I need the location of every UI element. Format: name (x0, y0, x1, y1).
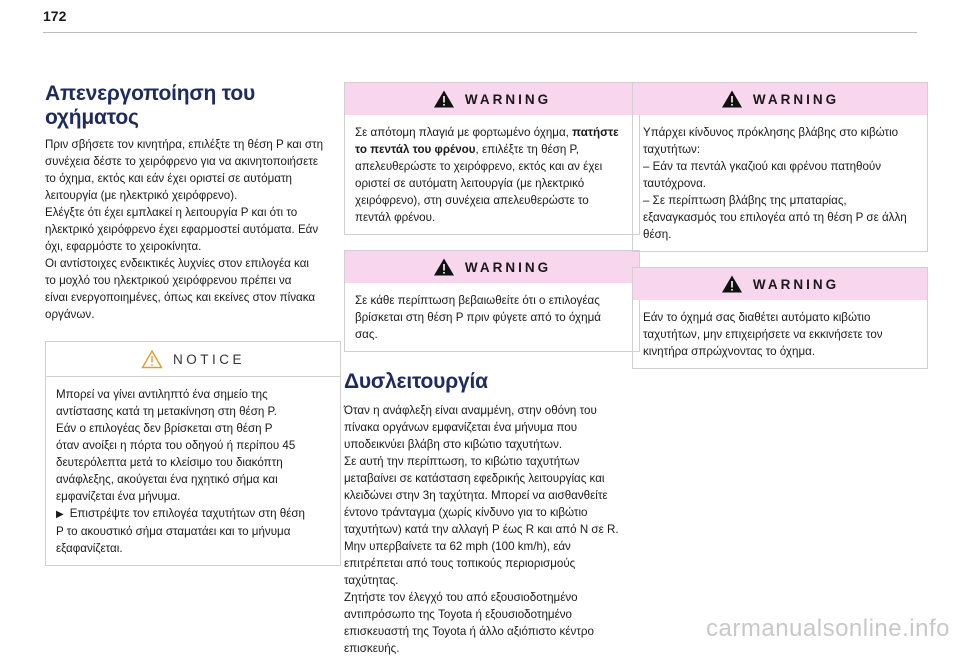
warning-label: WARNING (464, 259, 552, 275)
warning-header (633, 268, 927, 300)
text-line: – Σε περίπτωση βλάβης της μπαταρίας, (643, 194, 847, 207)
text-line: Μην υπερβαίνετε τα 62 mph (100 km/h), εάν (344, 540, 571, 553)
warning-body (633, 115, 927, 251)
warning-box-1 (344, 82, 640, 235)
warning-body (345, 283, 639, 351)
text-line: πίνακα οργάνων εμφανίζεται ένα μήνυμα που (344, 421, 578, 434)
text-line: οργάνων. (45, 308, 95, 321)
text-line: ταχυτήτων: (643, 143, 701, 156)
warning-header (345, 83, 639, 115)
notice-body (46, 377, 340, 565)
text-line: οριστεί σε αυτόματη λειτουργία (με ηλεκτρικό (355, 177, 585, 190)
warning-box-4 (632, 267, 928, 369)
text-line: πεντάλ φρένου. (355, 211, 436, 224)
text-line: ταυτόχρονα. (643, 177, 707, 190)
text-line: είναι ενεργοποιημένες, όπως και εκείνες στον πίνακα (45, 291, 316, 304)
text-line: σας. (355, 328, 378, 341)
watermark: carmanualsonline.info (706, 615, 950, 642)
text-line: βρίσκεται στη θέση P πριν φύγετε από το όχημά (355, 311, 601, 324)
arrow-right-icon: ▶ (56, 509, 64, 520)
text-line: εμφανίζεται ένα μήνυμα. (56, 490, 181, 503)
text-line: το πεντάλ του φρένου, επιλέξτε τη θέση P, (355, 143, 579, 156)
notice-box (45, 341, 341, 566)
text-line: επισκευής. (344, 642, 400, 655)
text-line: Μπορεί να γίνει αντιληπτό ένα σημείο της (56, 388, 268, 401)
warning-triangle-icon (433, 257, 455, 277)
text-line: έντονο τράνταγμα (χωρίς κίνδυνο για το κιβώτιο (344, 506, 588, 519)
text-line: το όχημα, εκτός και εάν έχει οριστεί σε αυτόματη (45, 172, 292, 185)
page-number: 172 (43, 8, 67, 24)
warning-body (345, 115, 639, 234)
bullet-line: ▶ Επιστρέψτε τον επιλογέα ταχυτήτων στη θέση (56, 507, 306, 520)
text-line: δευτερόλεπτα μετά το κλείσιμο του διακόπτη (56, 456, 283, 469)
text-line: P το ακουστικό σήμα σταματάει και το μήνυμα (56, 525, 291, 538)
warning-body (633, 300, 927, 368)
warning-triangle-icon (721, 274, 743, 294)
shutdown-text (45, 136, 341, 323)
text-line: το μοχλό του ηλεκτρικού χειρόφρενου πρέπει να (45, 274, 292, 287)
warning-triangle-icon (433, 89, 455, 109)
text-line: ανάφλεξης, ακούγεται ένα ηχητικό σήμα και (56, 473, 278, 486)
text-line: Οι αντίστοιχες ενδεικτικές λυχνίες στον επιλογέα και (45, 257, 309, 270)
section-title-malfunction: Δυσλειτουργία (344, 370, 488, 393)
text-line: ταχυτήτων) κατά την αλλαγή P έως R και από N σε R. (344, 523, 619, 536)
warning-box-3 (632, 82, 928, 252)
text-line: υποδεικνύει βλάβη στο κιβώτιο ταχυτήτων. (344, 438, 563, 451)
warning-triangle-icon (721, 89, 743, 109)
warning-label: WARNING (752, 91, 840, 107)
column-3 (632, 82, 928, 369)
text-line: ηλεκτρικό χειρόφρενο έχει εφαρμοστεί αυτόματα. Εάν (45, 223, 319, 236)
section-title-shutdown: Απενεργοποίηση του οχήματος (45, 82, 256, 129)
warning-header (345, 251, 639, 283)
text-line: Πριν σβήσετε τον κινητήρα, επιλέξτε τη θέση P και στη (45, 138, 324, 151)
text-line: αντίστασης κατά τη μετακίνηση στη θέση P. (56, 405, 277, 418)
text-line: Σε κάθε περίπτωση βεβαιωθείτε ότι ο επιλογέας (355, 294, 600, 307)
column-1 (45, 82, 341, 566)
text-line: επισκευαστή της Toyota ή άλλο αξιόπιστο κέντρο (344, 625, 594, 638)
text-line: εξαναγκασμός του επιλογέα από τη θέση P σε άλλη (643, 211, 907, 224)
notice-header (46, 342, 340, 377)
text-line: αντιπρόσωπο της Toyota ή εξουσιοδοτημένο (344, 608, 573, 621)
text-line: απελευθερώστε το χειρόφρενο, εκτός και αν έχει (355, 160, 603, 173)
text-line: Εάν το όχημά σας διαθέτει αυτόματο κιβώτιο (643, 311, 871, 324)
warning-box-2 (344, 250, 640, 352)
text-line: χειρόφρενο), στη συνέχεια απελευθερώστε το (355, 194, 589, 207)
text-line: κλειδώνει στην 3η ταχύτητα. Μπορεί να αισθανθείτε (344, 489, 608, 502)
malfunction-text (344, 402, 640, 657)
text-line: ταχύτητας. (344, 574, 399, 587)
column-2 (344, 82, 640, 657)
warning-header (633, 83, 927, 115)
text-line: όχι, εφαρμόστε το χειροκίνητα. (45, 240, 202, 253)
text-line: εξαφανίζεται. (56, 542, 123, 555)
text-line: συνέχεια δέστε το χειρόφρενο για να ακινητοποιήσετε (45, 155, 319, 168)
warning-label: WARNING (752, 276, 840, 292)
text-line: όταν ανοίξει η πόρτα του οδηγού ή περίπου 45 (56, 439, 296, 452)
text-line: – Εάν τα πεντάλ γκαζιού και φρένου πατηθούν (643, 160, 882, 173)
text-line: Εάν ο επιλογέας δεν βρίσκεται στη θέση P (56, 422, 273, 435)
text-line: Ζητήστε τον έλεγχό του από εξουσιοδοτημένο (344, 591, 578, 604)
text-line: Όταν η ανάφλεξη είναι αναμμένη, στην οθόνη του (344, 404, 597, 417)
text-line: επιτρέπεται από τους τοπικούς περιορισμούς (344, 557, 576, 570)
notice-label: NOTICE (172, 351, 245, 367)
top-divider (43, 32, 917, 33)
text-line: θέση. (643, 228, 672, 241)
warning-label: WARNING (464, 91, 552, 107)
text-line: μεταβαίνει σε κατάσταση εφεδρικής λειτουργίας και (344, 472, 605, 485)
caution-triangle-icon (141, 349, 163, 369)
text-line: Υπάρχει κίνδυνος πρόκλησης βλάβης στο κιβώτιο (643, 126, 899, 139)
text-line: Ελέγξτε ότι έχει εμπλακεί η λειτουργία P και ότι το (45, 206, 298, 219)
text-line: λειτουργία (με ηλεκτρικό χειρόφρενο). (45, 189, 238, 202)
text-line: Σε απότομη πλαγιά με φορτωμένο όχημα, πατήστε (355, 126, 619, 139)
text-line: Σε αυτή την περίπτωση, το κιβώτιο ταχυτήτων (344, 455, 580, 468)
text-line: κινητήρα σπρώχνοντας το όχημα. (643, 345, 816, 358)
text-line: ταχυτήτων, μην επιχειρήσετε να εκκινήσετε τον (643, 328, 883, 341)
